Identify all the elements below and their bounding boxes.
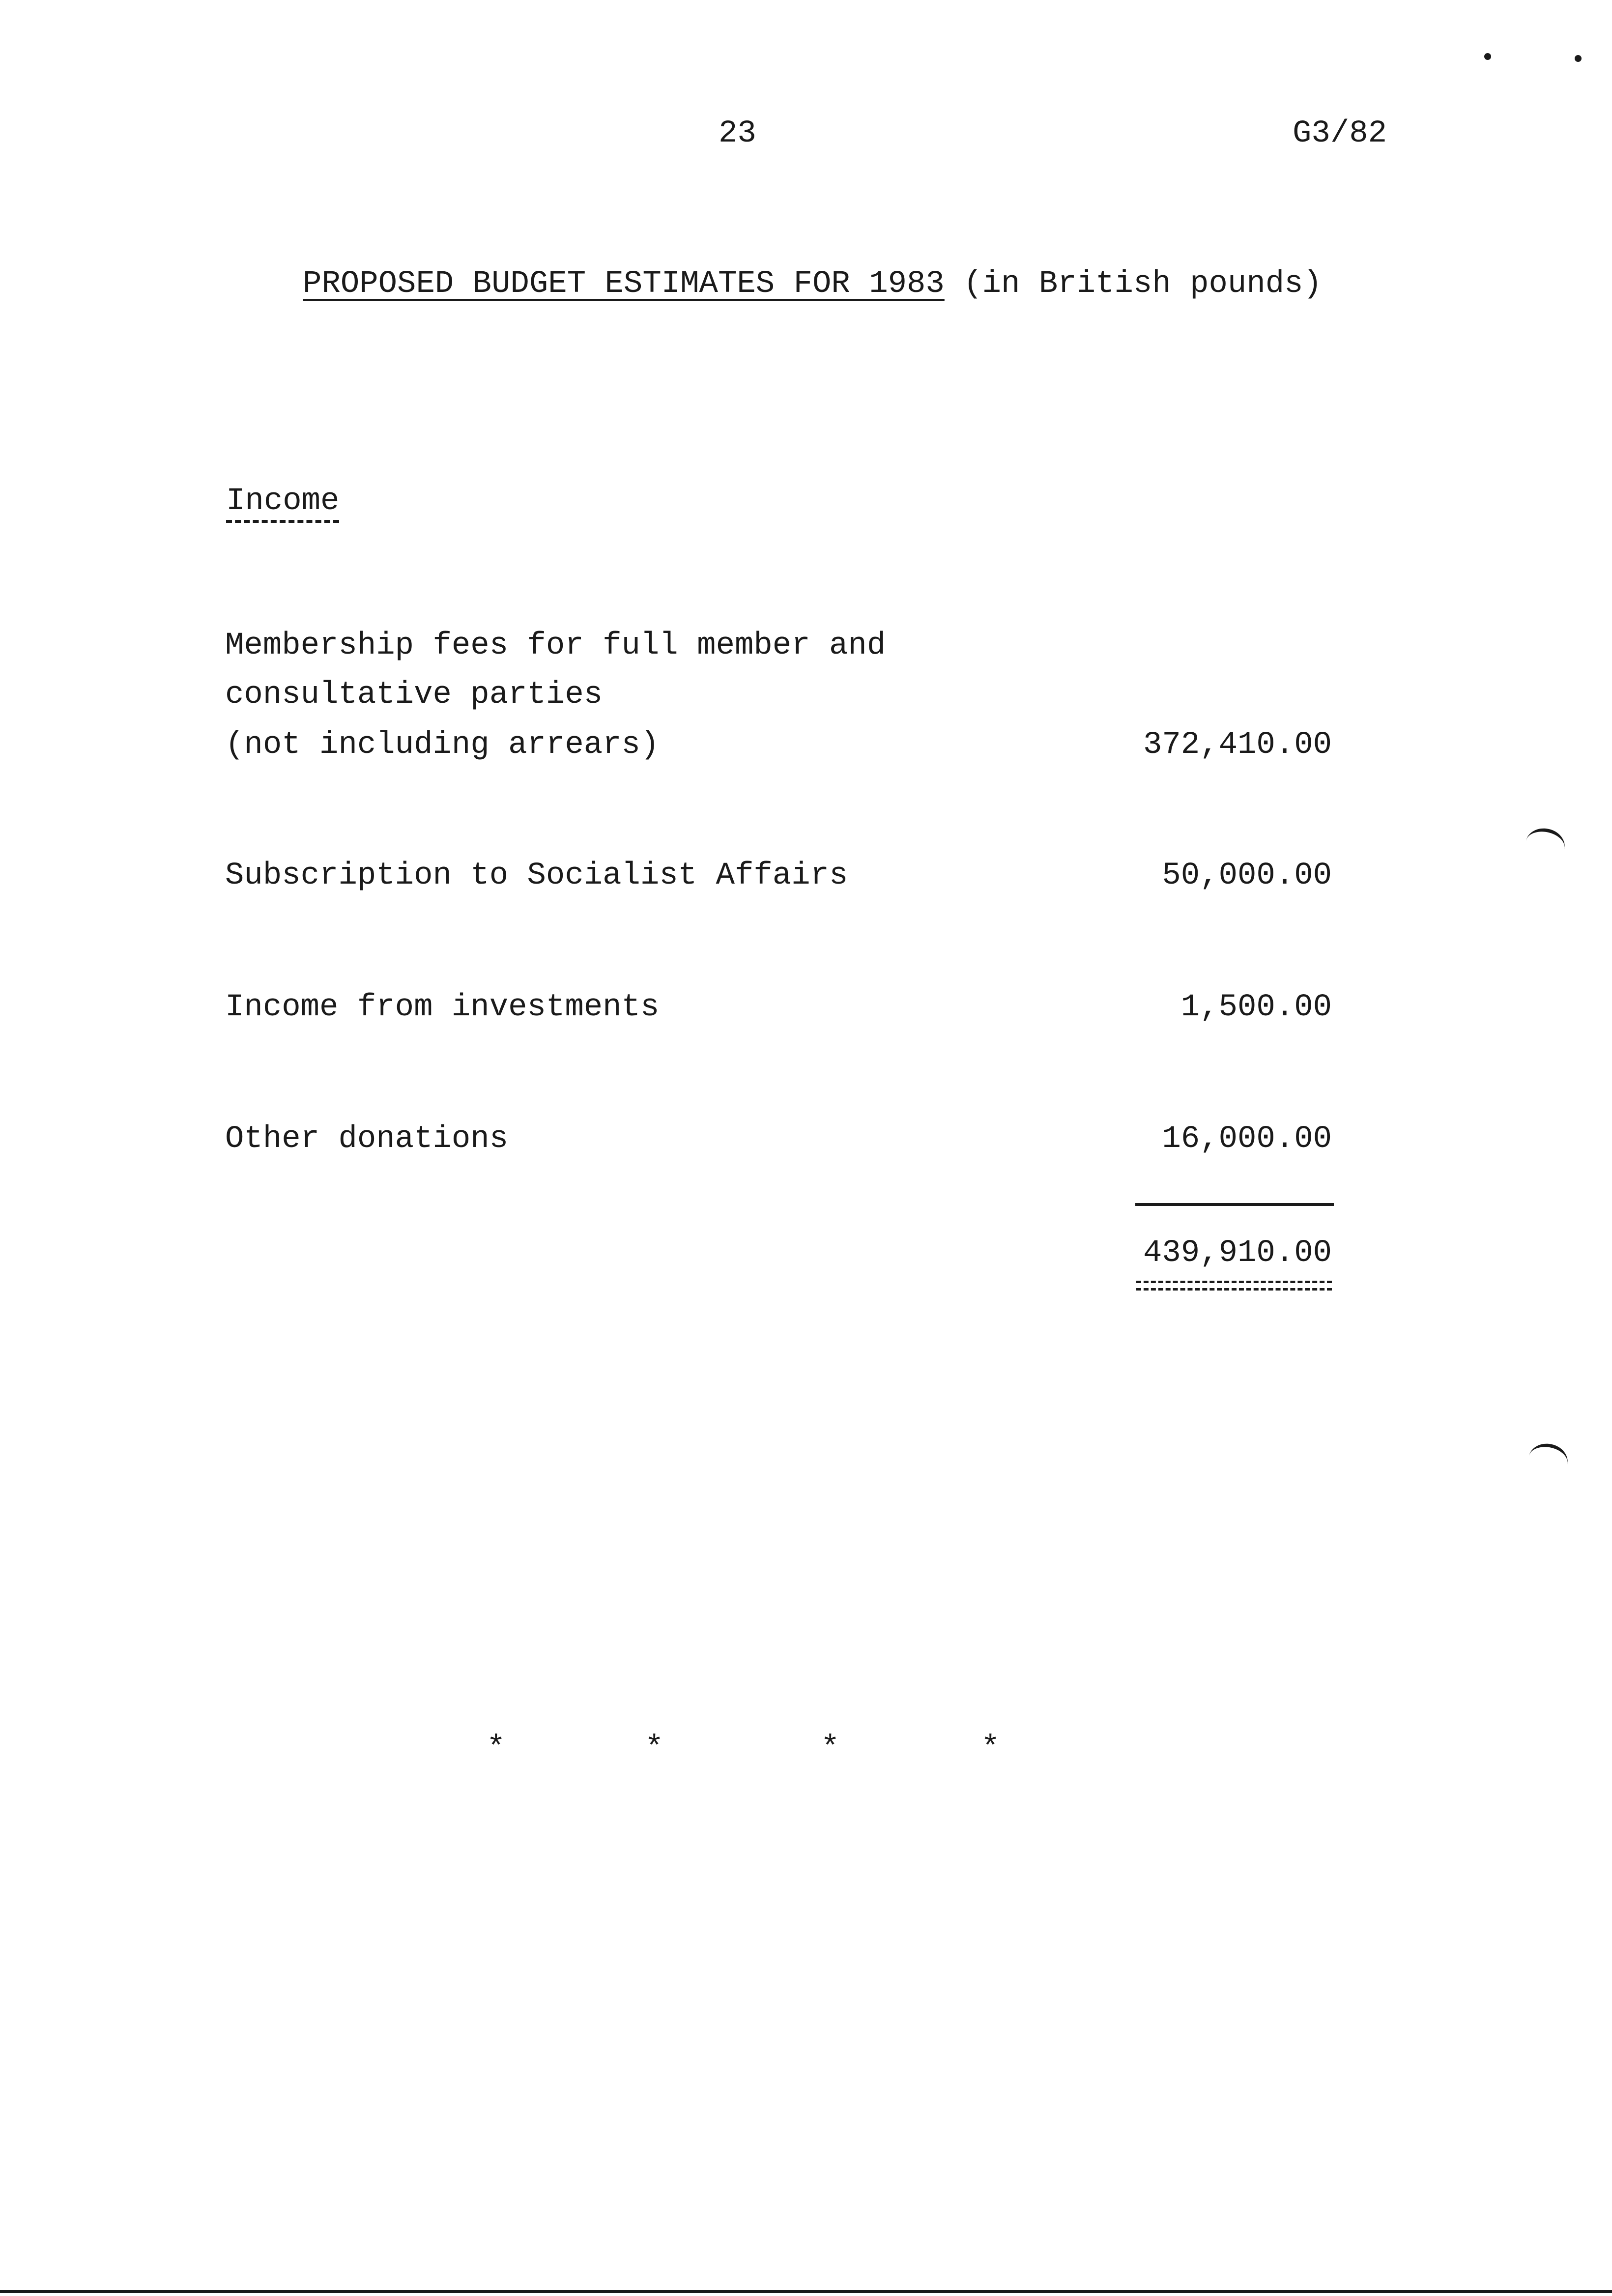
income-item-label-line: (not including arrears) — [225, 727, 660, 763]
document-reference: G3/82 — [1293, 116, 1387, 151]
total-double-underline — [1136, 1281, 1332, 1291]
margin-bracket-mark-2 — [1526, 1440, 1571, 1480]
sum-rule — [1135, 1203, 1334, 1206]
income-item-amount: 16,000.00 — [1162, 1121, 1332, 1157]
title-underlined: PROPOSED BUDGET ESTIMATES FOR 1983 — [303, 266, 945, 302]
income-heading-text: Income — [226, 484, 339, 523]
income-item-label-line: consultative parties — [225, 677, 603, 713]
income-item-label-line: Subscription to Socialist Affairs — [225, 858, 848, 893]
income-item-label-line: Membership fees for full member and — [225, 628, 886, 663]
margin-bracket-mark-1 — [1523, 825, 1568, 865]
income-item-label-line: Other donations — [225, 1121, 509, 1157]
section-heading-income — [226, 477, 339, 526]
separator-star: * — [821, 1731, 840, 1766]
income-item-label-line: Income from investments — [225, 990, 660, 1025]
separator-star: * — [645, 1731, 664, 1766]
title-currency-note: (in British pounds) — [963, 266, 1322, 302]
separator-star: * — [981, 1731, 1000, 1766]
income-item-amount: 1,500.00 — [1180, 990, 1332, 1025]
separator-star: * — [487, 1731, 506, 1766]
income-total: 439,910.00 — [1143, 1235, 1332, 1271]
income-item-amount: 372,410.00 — [1143, 727, 1332, 763]
margin-dot-2 — [1575, 55, 1582, 62]
margin-dot-1 — [1484, 53, 1491, 60]
income-item-amount: 50,000.00 — [1162, 858, 1332, 893]
page-number: 23 — [719, 116, 756, 151]
page-title — [303, 259, 1322, 309]
page-bottom-edge — [0, 2290, 1612, 2293]
